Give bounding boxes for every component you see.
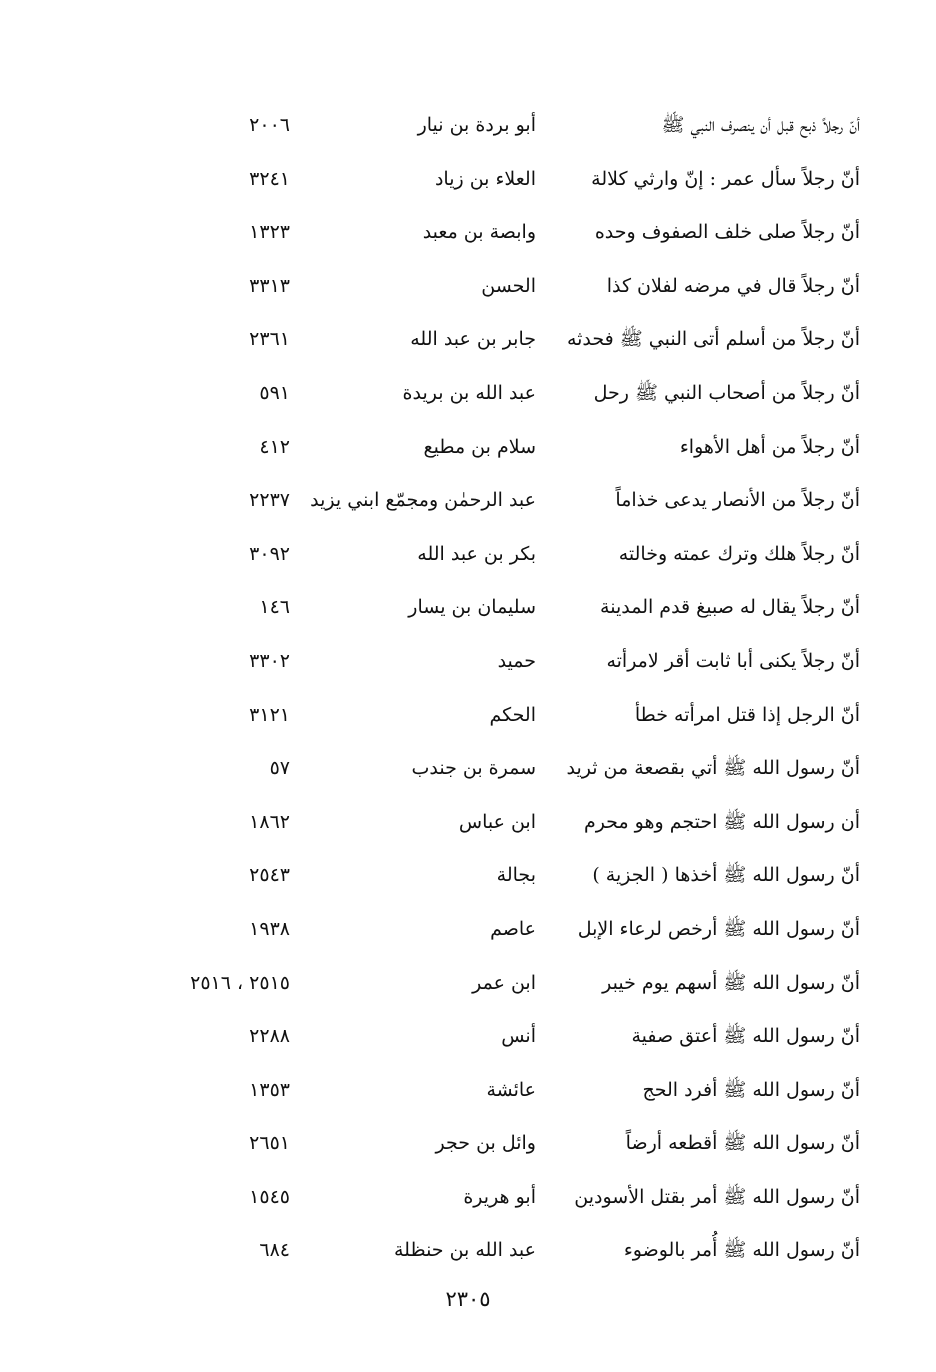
narrator-name: عبد الرحمٰن ومجمّع ابني يزيد [310, 489, 536, 512]
hadith-incipit: أنّ رجلاً صلى خلف الصفوف وحده [594, 221, 860, 244]
index-row [0, 422, 936, 476]
hadith-number: ٤١٢ [259, 435, 290, 458]
hadith-incipit: أنّ رجلاً سأل عمر : إنّ وارثي كلالة [591, 167, 860, 190]
narrator-name: الحسن [481, 274, 536, 297]
narrator-name: وائل بن حجر [435, 1132, 536, 1155]
index-row [0, 314, 936, 368]
narrator-name: عبد الله بن حنظلة [394, 1239, 536, 1262]
hadith-incipit: أنّ رسول الله ﷺ أُمر بالوضوء [623, 1239, 860, 1262]
hadith-incipit: أنّ رسول الله ﷺ أخذها ( الجزية ) [592, 864, 860, 887]
narrator-name: سليمان بن يسار [408, 596, 536, 619]
hadith-number: ٢٦٥١ [249, 1132, 290, 1155]
narrator-name: ابن عباس [458, 810, 536, 833]
hadith-incipit: أنّ الرجل إذا قتل امرأته خطأ [634, 703, 860, 726]
index-row [0, 797, 936, 851]
hadith-number: ٢٥١٥ ، ٢٥١٦ [190, 971, 290, 994]
narrator-name: جابر بن عبد الله [410, 328, 536, 351]
hadith-number: ١٣٢٣ [249, 221, 290, 244]
hadith-number: ٢٠٠٦ [249, 114, 290, 136]
narrator-name: بكر بن عبد الله [417, 542, 536, 565]
narrator-name: عاصم [490, 917, 536, 940]
hadith-number: ٢٢٣٧ [249, 489, 290, 512]
hadith-number: ٣٠٩٢ [249, 542, 290, 565]
index-row [0, 1225, 936, 1279]
hadith-number: ١٣٥٣ [249, 1078, 290, 1101]
hadith-number: ٢٣٦١ [249, 328, 290, 351]
hadith-incipit: أنّ رجلاً قال في مرضه لفلان كذا [606, 274, 860, 297]
index-row [0, 529, 936, 583]
hadith-number: ٦٨٤ [259, 1239, 290, 1262]
hadith-number: ٢٢٨٨ [249, 1025, 290, 1048]
index-row [0, 1065, 936, 1119]
hadith-number: ١٨٦٢ [249, 810, 290, 833]
index-row [0, 582, 936, 636]
hadith-number: ٣١٢١ [249, 703, 290, 726]
index-row [0, 1011, 936, 1065]
narrator-name: بجالة [496, 864, 536, 887]
index-row [0, 636, 936, 690]
hadith-incipit: أنّ رسول الله ﷺ أرخص لرعاء الإبل [577, 917, 860, 940]
narrator-name: حميد [497, 649, 536, 672]
index-row [0, 904, 936, 958]
index-row [0, 207, 936, 261]
hadith-incipit: أنّ رسول الله ﷺ أسهم يوم خيبر [602, 971, 860, 994]
narrator-name: سلام بن مطيع [423, 435, 536, 458]
narrator-name: العلاء بن زياد [434, 167, 536, 190]
narrator-name: عبد الله بن بريدة [402, 381, 536, 404]
hadith-incipit: أن رسول الله ﷺ احتجم وهو محرم [583, 810, 860, 833]
narrator-name: عائشة [486, 1078, 536, 1101]
hadith-number: ٣٣١٣ [249, 274, 290, 297]
index-row [0, 368, 936, 422]
index-row [0, 958, 936, 1012]
index-row [0, 475, 936, 529]
index-row [0, 850, 936, 904]
narrator-name: وابصة بن معبد [422, 221, 536, 244]
hadith-incipit: أنّ رسول الله ﷺ أعتق صفية [631, 1025, 860, 1048]
index-row [0, 1118, 936, 1172]
hadith-incipit: أنّ رجلاً من الأنصار يدعى خذاماً [615, 489, 860, 512]
hadith-number: ٥٩١ [259, 381, 290, 404]
hadith-incipit: أنّ رجلاً من أصحاب النبي ﷺ رحل [593, 381, 860, 404]
hadith-index-list [0, 100, 936, 1279]
index-row [0, 261, 936, 315]
hadith-incipit: أنّ رجلاً من أسلم أتى النبي ﷺ فحدثه [566, 328, 860, 351]
index-row [0, 154, 936, 208]
hadith-incipit: أنّ رجلاً ذبح قبل أن ينصرف النبي ﷺ [661, 114, 860, 136]
index-row [0, 690, 936, 744]
hadith-incipit: أنّ رجلاً هلك وترك عمته وخالته [618, 542, 860, 565]
page-number: ٢٣٠٥ [445, 1287, 491, 1311]
narrator-name: الحكم [489, 703, 536, 726]
hadith-number: ٣٢٤١ [249, 167, 290, 190]
hadith-incipit: أنّ رسول الله ﷺ أقطعه أرضاً [625, 1132, 860, 1155]
hadith-incipit: أنّ رسول الله ﷺ أمر بقتل الأسودين [574, 1185, 860, 1208]
hadith-incipit: أنّ رسول الله ﷺ أفرد الحج [642, 1078, 860, 1101]
hadith-number: ١٥٤٥ [249, 1185, 290, 1208]
narrator-name: أبو هريرة [463, 1185, 536, 1208]
narrator-name: أنس [501, 1025, 536, 1048]
hadith-number: ٢٥٤٣ [249, 864, 290, 887]
index-row [0, 743, 936, 797]
hadith-incipit: أنّ رجلاً يكنى أبا ثابت أقر لامرأته [606, 649, 860, 672]
narrator-name: سمرة بن جندب [411, 757, 536, 780]
hadith-incipit: أنّ رجلاً من أهل الأهواء [679, 435, 860, 458]
hadith-incipit: أنّ رسول الله ﷺ أتي بقصعة من ثريد [566, 757, 860, 780]
hadith-incipit: أنّ رجلاً يقال له صبيغ قدم المدينة [600, 596, 860, 619]
hadith-number: ١٤٦ [259, 596, 290, 619]
index-row [0, 1172, 936, 1226]
narrator-name: ابن عمر [472, 971, 536, 994]
index-row [0, 100, 936, 154]
narrator-name: أبو بردة بن نيار [417, 114, 536, 136]
hadith-number: ١٩٣٨ [249, 917, 290, 940]
hadith-number: ٣٣٠٢ [249, 649, 290, 672]
hadith-number: ٥٧ [269, 757, 290, 780]
